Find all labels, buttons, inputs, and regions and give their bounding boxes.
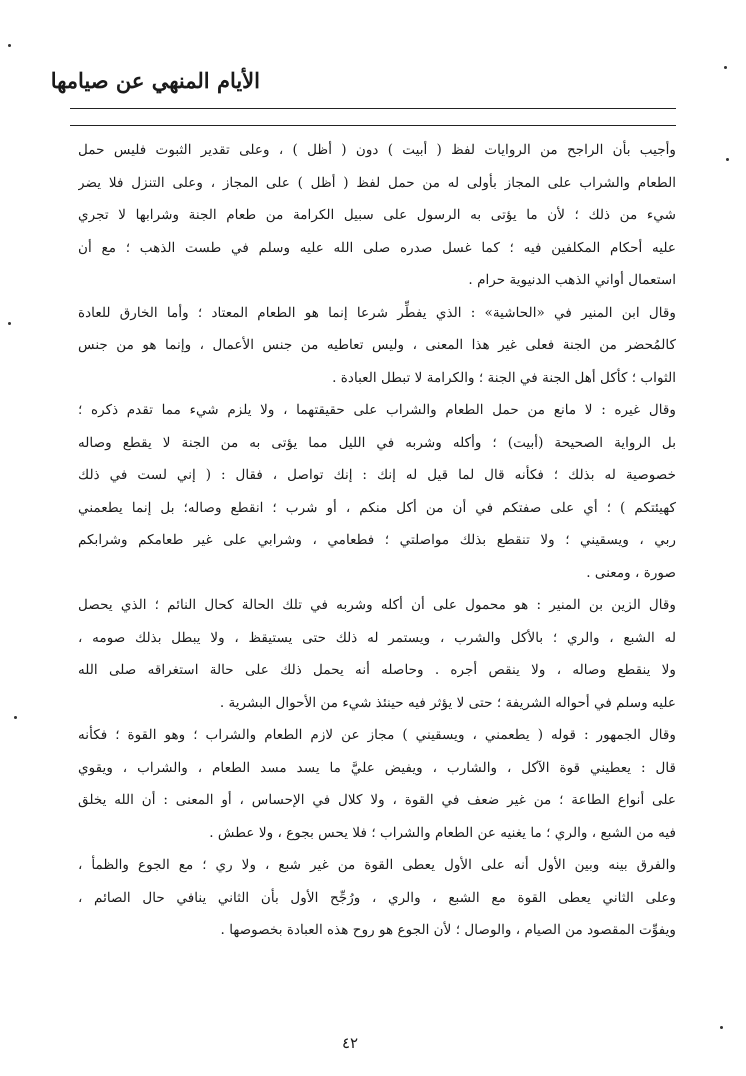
scan-speck xyxy=(14,716,17,719)
body-line: شيء من ذلك ؛ لأن ما يؤتى به الرسول على سبيل الكرامة من طعام الجنة وشرابها لا تجري xyxy=(78,207,676,223)
body-line: فيه من الشبع ، والري ؛ ما يغنيه عن الطعام والشراب ؛ فلا يحس بجوع ، ولا عطش . xyxy=(209,824,676,841)
body-line: خصوصية له بذلك ؛ فكأنه قال لما قيل له إنك : إنك تواصل ، فقال : ( إني لست في ذلك xyxy=(78,467,676,483)
body-line: استعمال أواني الذهب الدنيوية حرام . xyxy=(468,272,676,288)
body-line: صورة ، ومعنى . xyxy=(586,564,676,581)
body-line: وأجيب بأن الراجح من الروايات لفظ ( أبيت ) دون ( أظل ) ، وعلى تقدير الثبوت فليس حمل xyxy=(78,142,676,158)
header-rule-top xyxy=(70,108,676,109)
body-line: وقال الزين بن المنير : هو محمول على أن أكله وشربه في تلك الحالة كحال النائم ؛ الذي يحصل xyxy=(78,597,676,613)
body-line: كالمُحضر من الجنة فعلى غير هذا المعنى ، وليس تعاطيه من جنس الأعمال ، وإنما هو من جنس xyxy=(78,337,676,353)
body-line: ويفوِّت المقصود من الصيام ، والوصال ؛ لأن الجوع هو روح هذه العبادة بخصوصها . xyxy=(220,922,676,938)
scan-speck xyxy=(8,44,11,47)
body-line: الطعام والشراب على المجاز بأولى له من حمل لفظ ( أظل ) على المجاز ، وعلى التنزل فلا يضر xyxy=(78,174,676,191)
page-number: ٤٢ xyxy=(341,1034,359,1052)
header-rule-bottom xyxy=(70,125,676,126)
scan-speck xyxy=(726,158,729,161)
body-text xyxy=(78,134,676,947)
body-line: وعلى الثاني يعطى القوة مع الشبع ، والري ، ورُجِّح الأول بأن الثاني ينافي حال الصائم ، xyxy=(78,889,676,906)
body-line: وقال غيره : لا مانع من حمل الطعام والشراب على حقيقتهما ، ولا يلزم شيء مما تقدم ذكره ؛ xyxy=(78,402,676,418)
body-line: وقال ابن المنير في «الحاشية» : الذي يفطِّر شرعا إنما هو الطعام المعتاد ؛ وأما الخارق للعادة xyxy=(78,304,676,321)
body-line: الثواب ؛ كأكل أهل الجنة في الجنة ؛ والكرامة لا تبطل العبادة . xyxy=(332,369,676,386)
body-line: ولا ينقطع وصاله ، ولا ينقص أجره . وحاصله أنه يحمل ذلك على حالة استغراقه صلى الله xyxy=(78,662,676,678)
body-line: وقال الجمهور : قوله ( يطعمني ، ويسقيني ) مجاز عن لازم الطعام والشراب ؛ وهو القوة ؛ فكأنه xyxy=(78,727,676,743)
scan-speck xyxy=(724,66,727,69)
body-line: ربي ، ويسقيني ؛ ولا تنقطع بذلك مواصلتي ؛ فطعامي ، وشرابي على غير طعامكم وشرابكم xyxy=(78,532,676,548)
scan-speck xyxy=(720,1026,723,1029)
body-line: كهيئتكم ) ؛ أي على صفتكم في أن من أكل منكم ، أو شرب ؛ انقطع وصاله؛ بل إنما يطعمني xyxy=(78,499,676,516)
body-line: قال : يعطيني قوة الآكل ، والشارب ، ويفيض عليَّ ما يسد مسد الطعام ، والشراب ، ويقوي xyxy=(78,759,676,776)
body-line: عليه وسلم في أحواله الشريفة ؛ حتى لا يؤثر فيه حينئذ شيء من الأحوال البشرية . xyxy=(219,694,676,711)
scan-speck xyxy=(8,322,11,325)
body-line: عليه أحكام المكلفين فيه ؛ كما غسل صدره صلى الله عليه وسلم في طست الذهب ؛ مع أن xyxy=(78,239,676,256)
body-line: على أنواع الطاعة ؛ من غير ضعف في القوة ، ولا كلال في الإحساس ، أو المعنى : أن الله يخلق xyxy=(78,792,676,808)
body-line: والفرق بينه وبين الأول أنه على الأول يعطى القوة من غير شبع ، ولا ري ؛ مع الجوع والظمأ ، xyxy=(78,857,676,873)
running-header-title: الأيام المنهي عن صيامها xyxy=(50,68,260,93)
body-line: له الشبع ، والري ؛ بالأكل والشرب ، ويستمر له ذلك حتى يستيقظ ، ولا يبطل بذلك صومه ، xyxy=(78,629,676,646)
body-line: بل الرواية الصحيحة (أبيت) ؛ وأكله وشربه في الليل مما يؤتى به من الجنة لا يقطع وصاله xyxy=(78,434,676,451)
